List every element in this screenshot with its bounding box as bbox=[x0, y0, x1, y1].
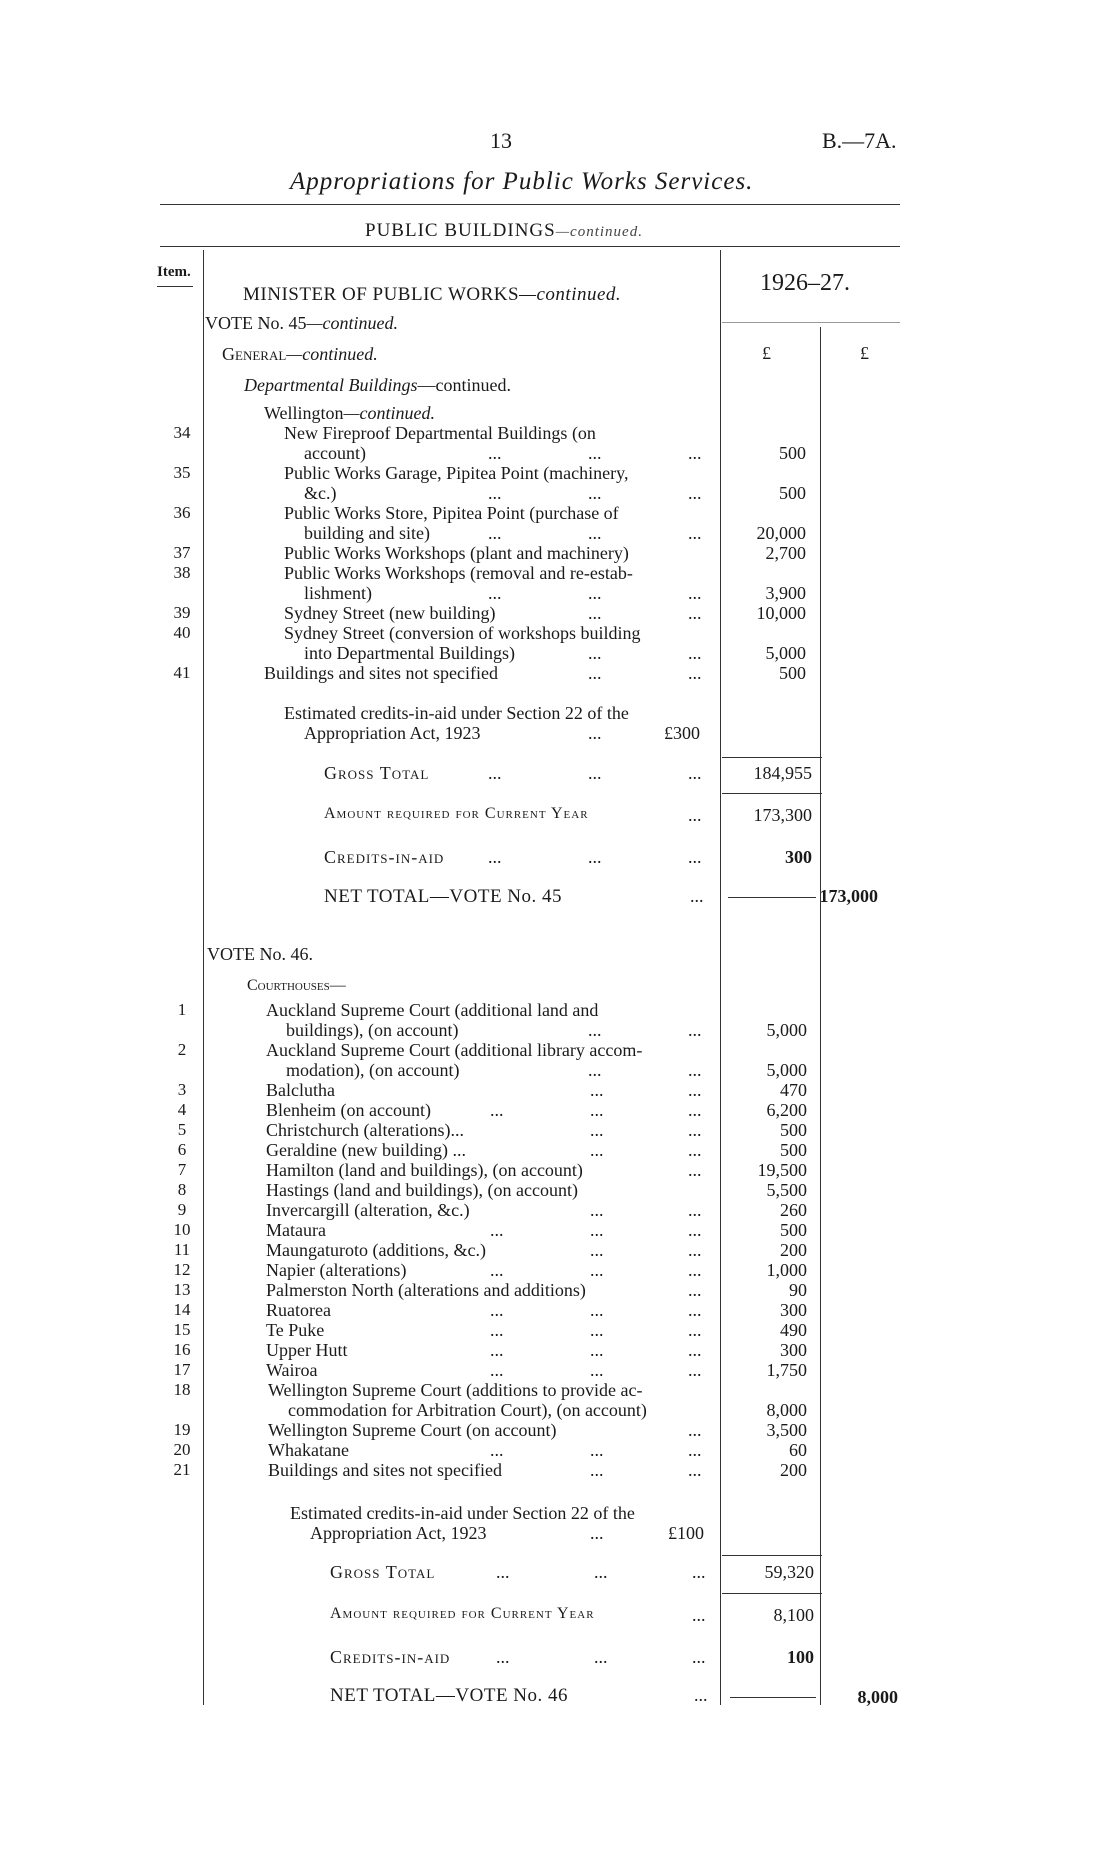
vote45-item-leader-dots: ... bbox=[588, 663, 602, 683]
vote46-item-description: Hamilton (land and buildings), (on account) bbox=[266, 1160, 583, 1180]
vote46-item-leader-dots: ... bbox=[590, 1360, 604, 1380]
vote46-item-leader-dots: ... bbox=[490, 1360, 504, 1380]
vote45-item-leader-dots: ... bbox=[488, 443, 502, 463]
vote-45-net-total-label: NET TOTAL—VOTE No. 45 bbox=[324, 886, 563, 907]
vote-45-amount-required-dots: ... bbox=[688, 805, 702, 825]
vote46-item-description: Upper Hutt bbox=[266, 1340, 348, 1360]
vote-46-gross-total-dots-3: ... bbox=[692, 1562, 706, 1582]
vote46-item-leader-dots: ... bbox=[590, 1240, 604, 1260]
vote46-item-leader-dots: ... bbox=[590, 1460, 604, 1480]
vote45-item-leader-dots: ... bbox=[488, 483, 502, 503]
vote45-item-number: 39 bbox=[173, 603, 191, 622]
vote45-item-description: New Fireproof Departmental Buildings (on bbox=[284, 423, 596, 443]
vote46-item-description-cont: buildings), (on account) bbox=[286, 1020, 459, 1040]
vote-45-gross-total-dots: ... bbox=[488, 763, 502, 783]
vote45-item-leader-dots: ... bbox=[588, 523, 602, 543]
vote46-item-number: 12 bbox=[173, 1260, 191, 1279]
vote46-item-description: Buildings and sites not specified bbox=[268, 1460, 502, 1480]
vote46-item-number: 10 bbox=[173, 1220, 191, 1239]
vote46-item-leader-dots: ... bbox=[688, 1100, 702, 1120]
vote46-item-leader-dots: ... bbox=[688, 1360, 702, 1380]
vote45-item-leader-dots: ... bbox=[588, 483, 602, 503]
vote46-item-leader-dots: ... bbox=[590, 1440, 604, 1460]
vote46-item-amount: 200 bbox=[780, 1240, 807, 1260]
vote46-item-number: 15 bbox=[173, 1320, 191, 1339]
vote-45-credits-dots: ... bbox=[488, 847, 502, 867]
vote46-item-description: Invercargill (alteration, &c.) bbox=[266, 1200, 470, 1220]
vote45-item-amount: 500 bbox=[779, 443, 806, 463]
vote46-item-leader-dots: ... bbox=[688, 1020, 702, 1040]
vote-46-net-total-value: 8,000 bbox=[857, 1687, 898, 1707]
vote46-item-description: Wellington Supreme Court (additions to provide ac- bbox=[268, 1380, 643, 1400]
section-rule bbox=[160, 246, 900, 247]
vote46-item-leader-dots: ... bbox=[688, 1300, 702, 1320]
vote46-item-description: Auckland Supreme Court (additional library accom- bbox=[266, 1040, 643, 1060]
vote46-item-number: 14 bbox=[173, 1300, 191, 1319]
vote46-item-leader-dots: ... bbox=[688, 1200, 702, 1220]
vote46-item-amount: 5,000 bbox=[766, 1060, 807, 1080]
vote46-item-description: Geraldine (new building) ... bbox=[266, 1140, 466, 1160]
vote-46-gross-total-dots-2: ... bbox=[594, 1562, 608, 1582]
vote45-item-amount: 500 bbox=[779, 663, 806, 683]
vote46-item-leader-dots: ... bbox=[588, 1060, 602, 1080]
vote45-item-amount: 500 bbox=[779, 483, 806, 503]
vote-46-credits-note: Estimated credits-in-aid under Section 22 of the bbox=[290, 1503, 635, 1523]
vote45-item-number: 36 bbox=[173, 503, 191, 522]
vote46-item-leader-dots: ... bbox=[490, 1320, 504, 1340]
vote46-item-description: Wellington Supreme Court (on account) bbox=[268, 1420, 557, 1440]
vote-45-gross-total-value: 184,955 bbox=[753, 763, 812, 783]
vote46-item-leader-dots: ... bbox=[590, 1140, 604, 1160]
vote-46-credits-label: Credits-in-aid bbox=[330, 1647, 451, 1667]
vote-46-gross-total-label: Gross Total bbox=[330, 1562, 436, 1582]
vote-46-credits-note-dots: ... bbox=[590, 1523, 604, 1543]
vote46-item-leader-dots: ... bbox=[688, 1440, 702, 1460]
currency-symbol-1: £ bbox=[762, 343, 771, 363]
vote46-item-description: Christchurch (alterations)... bbox=[266, 1120, 464, 1140]
vote46-item-leader-dots: ... bbox=[688, 1120, 702, 1140]
vote46-item-number: 19 bbox=[173, 1420, 191, 1439]
vote46-item-number: 9 bbox=[177, 1200, 187, 1219]
vote45-item-description: Sydney Street (conversion of workshops building bbox=[284, 623, 641, 643]
vote46-item-amount: 8,000 bbox=[766, 1400, 807, 1420]
vote45-item-number: 35 bbox=[173, 463, 191, 482]
vote-46-credits-dots-3: ... bbox=[692, 1647, 706, 1667]
vote46-item-leader-dots: ... bbox=[688, 1160, 702, 1180]
vote46-item-amount: 6,200 bbox=[766, 1100, 807, 1120]
vote46-item-number: 7 bbox=[177, 1160, 187, 1179]
departmental-buildings-heading: Departmental Buildings—continued. bbox=[244, 375, 511, 395]
vote46-item-leader-dots: ... bbox=[490, 1220, 504, 1240]
general-heading: General—continued. bbox=[222, 344, 378, 364]
vote46-item-amount: 19,500 bbox=[757, 1160, 807, 1180]
vote45-item-leader-dots: ... bbox=[688, 523, 702, 543]
vote-45-net-total-value: 173,000 bbox=[819, 886, 878, 906]
vote46-item-description-cont: commodation for Arbitration Court), (on account) bbox=[288, 1400, 647, 1420]
courthouses-heading: Courthouses— bbox=[247, 977, 346, 994]
vote-45-amount-required-value: 173,300 bbox=[753, 805, 812, 825]
vote46-item-description: Mataura bbox=[266, 1220, 326, 1240]
vote46-item-leader-dots: ... bbox=[590, 1200, 604, 1220]
vote46-item-description: Maungaturoto (additions, &c.) bbox=[266, 1240, 486, 1260]
vote46-item-number: 8 bbox=[177, 1180, 187, 1199]
vote45-item-description: Public Works Workshops (removal and re-estab- bbox=[284, 563, 633, 583]
vote46-item-amount: 470 bbox=[780, 1080, 807, 1100]
vote46-item-leader-dots: ... bbox=[688, 1240, 702, 1260]
vote46-item-leader-dots: ... bbox=[688, 1460, 702, 1480]
vote46-item-number: 11 bbox=[173, 1240, 191, 1259]
vote46-item-amount: 3,500 bbox=[766, 1420, 807, 1440]
vote45-item-number: 40 bbox=[173, 623, 191, 642]
vote46-item-leader-dots: ... bbox=[590, 1320, 604, 1340]
vote46-item-amount: 490 bbox=[780, 1320, 807, 1340]
year-column-header: 1926–27. bbox=[760, 270, 850, 296]
vote45-item-leader-dots: ... bbox=[688, 583, 702, 603]
vote46-item-description: Napier (alterations) bbox=[266, 1260, 407, 1280]
vote46-item-leader-dots: ... bbox=[688, 1060, 702, 1080]
vote46-item-description: Te Puke bbox=[266, 1320, 325, 1340]
vote-46-credits-note-amount: £100 bbox=[668, 1523, 704, 1543]
vote-45-gross-total-dots-3: ... bbox=[688, 763, 702, 783]
vote45-item-leader-dots: ... bbox=[688, 443, 702, 463]
vote45-item-description: Public Works Workshops (plant and machinery) bbox=[284, 543, 629, 563]
vote46-item-leader-dots: ... bbox=[688, 1420, 702, 1440]
vote45-item-amount: 20,000 bbox=[756, 523, 806, 543]
vote46-item-amount: 300 bbox=[780, 1300, 807, 1320]
vote45-item-leader-dots: ... bbox=[688, 643, 702, 663]
vote46-item-amount: 5,000 bbox=[766, 1020, 807, 1040]
vote46-item-description: Wairoa bbox=[266, 1360, 318, 1380]
vote46-item-description: Ruatorea bbox=[266, 1300, 331, 1320]
vote46-item-number: 18 bbox=[173, 1380, 191, 1399]
total-column-divider bbox=[820, 327, 821, 1705]
vote46-item-amount: 500 bbox=[780, 1220, 807, 1240]
vote45-item-description-cont: &c.) bbox=[304, 483, 337, 503]
vote-45-credits-value: 300 bbox=[785, 847, 812, 867]
vote46-item-leader-dots: ... bbox=[688, 1140, 702, 1160]
vote46-item-amount: 90 bbox=[789, 1280, 807, 1300]
vote46-item-description: Palmerston North (alterations and additions) bbox=[266, 1280, 586, 1300]
vote46-item-number: 17 bbox=[173, 1360, 191, 1379]
vote46-item-leader-dots: ... bbox=[590, 1220, 604, 1240]
vote45-item-description-cont: lishment) bbox=[304, 583, 372, 603]
vote-46-credits-note-act: Appropriation Act, 1923 bbox=[310, 1523, 487, 1543]
vote45-item-leader-dots: ... bbox=[588, 603, 602, 623]
vote-45-title: VOTE No. 45—continued. bbox=[205, 313, 398, 333]
vote45-item-number: 34 bbox=[173, 423, 191, 442]
vote46-item-amount: 1,000 bbox=[766, 1260, 807, 1280]
wellington-heading: Wellington—continued. bbox=[264, 403, 436, 423]
vote46-item-description: Auckland Supreme Court (additional land and bbox=[266, 1000, 599, 1020]
minister-heading: MINISTER OF PUBLIC WORKS—continued. bbox=[243, 284, 622, 305]
vote-46-credits-value: 100 bbox=[787, 1647, 814, 1667]
vote-45-gross-rule-bottom bbox=[722, 793, 822, 794]
vote46-item-description: Blenheim (on account) bbox=[266, 1100, 431, 1120]
vote46-item-amount: 500 bbox=[780, 1120, 807, 1140]
vote-45-gross-rule-top bbox=[722, 757, 822, 758]
vote46-item-number: 4 bbox=[177, 1100, 187, 1119]
vote45-item-description: Buildings and sites not specified bbox=[264, 663, 498, 683]
title-rule bbox=[160, 204, 900, 205]
vote46-item-description: Whakatane bbox=[268, 1440, 349, 1460]
vote45-item-description: Public Works Store, Pipitea Point (purchase of bbox=[284, 503, 619, 523]
vote46-item-amount: 300 bbox=[780, 1340, 807, 1360]
vote46-item-amount: 500 bbox=[780, 1140, 807, 1160]
vote-46-amount-required-value: 8,100 bbox=[773, 1605, 814, 1625]
vote46-item-number: 3 bbox=[177, 1080, 187, 1099]
item-column-divider bbox=[203, 250, 204, 1705]
vote-46-gross-total-value: 59,320 bbox=[764, 1562, 814, 1582]
vote-46-credits-dots-2: ... bbox=[594, 1647, 608, 1667]
vote-45-credits-note-dots: ... bbox=[588, 723, 602, 743]
vote46-item-number: 1 bbox=[177, 1000, 187, 1019]
vote46-item-leader-dots: ... bbox=[688, 1260, 702, 1280]
vote46-item-number: 2 bbox=[177, 1040, 187, 1059]
vote46-item-leader-dots: ... bbox=[588, 1020, 602, 1040]
vote46-item-leader-dots: ... bbox=[490, 1100, 504, 1120]
vote46-item-leader-dots: ... bbox=[688, 1220, 702, 1240]
vote-46-gross-total-dots: ... bbox=[496, 1562, 510, 1582]
vote-45-credits-note-act: Appropriation Act, 1923 bbox=[304, 723, 481, 743]
vote45-item-amount: 3,900 bbox=[765, 583, 806, 603]
vote45-item-leader-dots: ... bbox=[688, 483, 702, 503]
vote45-item-leader-dots: ... bbox=[688, 663, 702, 683]
vote46-item-leader-dots: ... bbox=[590, 1120, 604, 1140]
document-reference: B.—7A. bbox=[822, 128, 897, 153]
vote45-item-amount: 5,000 bbox=[765, 643, 806, 663]
vote45-item-leader-dots: ... bbox=[588, 443, 602, 463]
vote45-item-description-cont: into Departmental Buildings) bbox=[304, 643, 515, 663]
vote-46-net-total-label: NET TOTAL—VOTE No. 46 bbox=[330, 1685, 569, 1706]
vote45-item-leader-dots: ... bbox=[688, 603, 702, 623]
vote-46-title: VOTE No. 46. bbox=[207, 944, 313, 964]
vote-45-credits-dots-2: ... bbox=[588, 847, 602, 867]
vote45-item-leader-dots: ... bbox=[488, 523, 502, 543]
vote45-item-amount: 2,700 bbox=[765, 543, 806, 563]
vote46-item-description: Hastings (land and buildings), (on account) bbox=[266, 1180, 578, 1200]
vote46-item-leader-dots: ... bbox=[590, 1080, 604, 1100]
vote-46-amount-required-dots: ... bbox=[692, 1605, 706, 1625]
vote46-item-leader-dots: ... bbox=[590, 1100, 604, 1120]
vote46-item-leader-dots: ... bbox=[688, 1080, 702, 1100]
vote46-item-leader-dots: ... bbox=[688, 1280, 702, 1300]
vote-46-gross-rule-top bbox=[722, 1555, 822, 1556]
year-underline bbox=[722, 322, 900, 323]
vote45-item-description: Public Works Garage, Pipitea Point (machinery, bbox=[284, 463, 629, 483]
amount-column-divider bbox=[720, 250, 721, 1705]
vote45-item-description-cont: building and site) bbox=[304, 523, 430, 543]
vote46-item-leader-dots: ... bbox=[688, 1320, 702, 1340]
vote45-item-leader-dots: ... bbox=[588, 583, 602, 603]
currency-symbol-2: £ bbox=[860, 343, 869, 363]
vote46-item-number: 6 bbox=[177, 1140, 187, 1159]
vote45-item-leader-dots: ... bbox=[488, 583, 502, 603]
vote46-item-amount: 200 bbox=[780, 1460, 807, 1480]
vote-46-gross-rule-bottom bbox=[722, 1593, 822, 1594]
vote46-item-number: 5 bbox=[177, 1120, 187, 1139]
vote46-item-amount: 60 bbox=[789, 1440, 807, 1460]
vote46-item-number: 21 bbox=[173, 1460, 191, 1479]
vote46-item-leader-dots: ... bbox=[590, 1260, 604, 1280]
vote46-item-amount: 260 bbox=[780, 1200, 807, 1220]
vote45-item-amount: 10,000 bbox=[756, 603, 806, 623]
vote-45-credits-note: Estimated credits-in-aid under Section 22 of the bbox=[284, 703, 629, 723]
vote46-item-leader-dots: ... bbox=[490, 1440, 504, 1460]
vote46-item-amount: 1,750 bbox=[766, 1360, 807, 1380]
vote46-item-leader-dots: ... bbox=[688, 1340, 702, 1360]
vote46-item-leader-dots: ... bbox=[490, 1260, 504, 1280]
vote45-item-number: 41 bbox=[173, 663, 191, 682]
page-number: 13 bbox=[490, 128, 512, 153]
vote45-item-number: 37 bbox=[173, 543, 191, 562]
vote45-item-leader-dots: ... bbox=[588, 643, 602, 663]
vote45-item-description-cont: account) bbox=[304, 443, 366, 463]
vote-46-net-total-dots: ... bbox=[694, 1685, 708, 1705]
vote46-item-leader-dots: ... bbox=[490, 1340, 504, 1360]
vote46-item-number: 16 bbox=[173, 1340, 191, 1359]
vote46-item-leader-dots: ... bbox=[490, 1300, 504, 1320]
vote-45-net-total-dots: ... bbox=[690, 886, 704, 906]
section-heading: PUBLIC BUILDINGS—continued. bbox=[365, 220, 643, 241]
vote-45-gross-total-dots-2: ... bbox=[588, 763, 602, 783]
page-title: Appropriations for Public Works Services. bbox=[290, 168, 754, 195]
vote-45-credits-note-amount: £300 bbox=[664, 723, 700, 743]
vote-45-amount-required-label: Amount required for Current Year bbox=[324, 805, 589, 822]
vote46-item-number: 13 bbox=[173, 1280, 191, 1299]
vote46-item-number: 20 bbox=[173, 1440, 191, 1459]
vote46-item-description-cont: modation), (on account) bbox=[286, 1060, 460, 1080]
vote46-item-leader-dots: ... bbox=[590, 1340, 604, 1360]
vote45-item-number: 38 bbox=[173, 563, 191, 582]
vote-45-credits-label: Credits-in-aid bbox=[324, 847, 445, 867]
item-head-rule bbox=[157, 286, 193, 287]
vote46-item-leader-dots: ... bbox=[590, 1300, 604, 1320]
vote46-item-description: Balclutha bbox=[266, 1080, 335, 1100]
item-column-header: Item. bbox=[157, 264, 191, 280]
vote-46-credits-dots: ... bbox=[496, 1647, 510, 1667]
vote-46-amount-required-label: Amount required for Current Year bbox=[330, 1605, 595, 1622]
vote46-item-amount: 5,500 bbox=[766, 1180, 807, 1200]
vote-45-credits-dots-3: ... bbox=[688, 847, 702, 867]
vote-45-gross-total-label: Gross Total bbox=[324, 763, 430, 783]
vote45-item-description: Sydney Street (new building) bbox=[284, 603, 496, 623]
